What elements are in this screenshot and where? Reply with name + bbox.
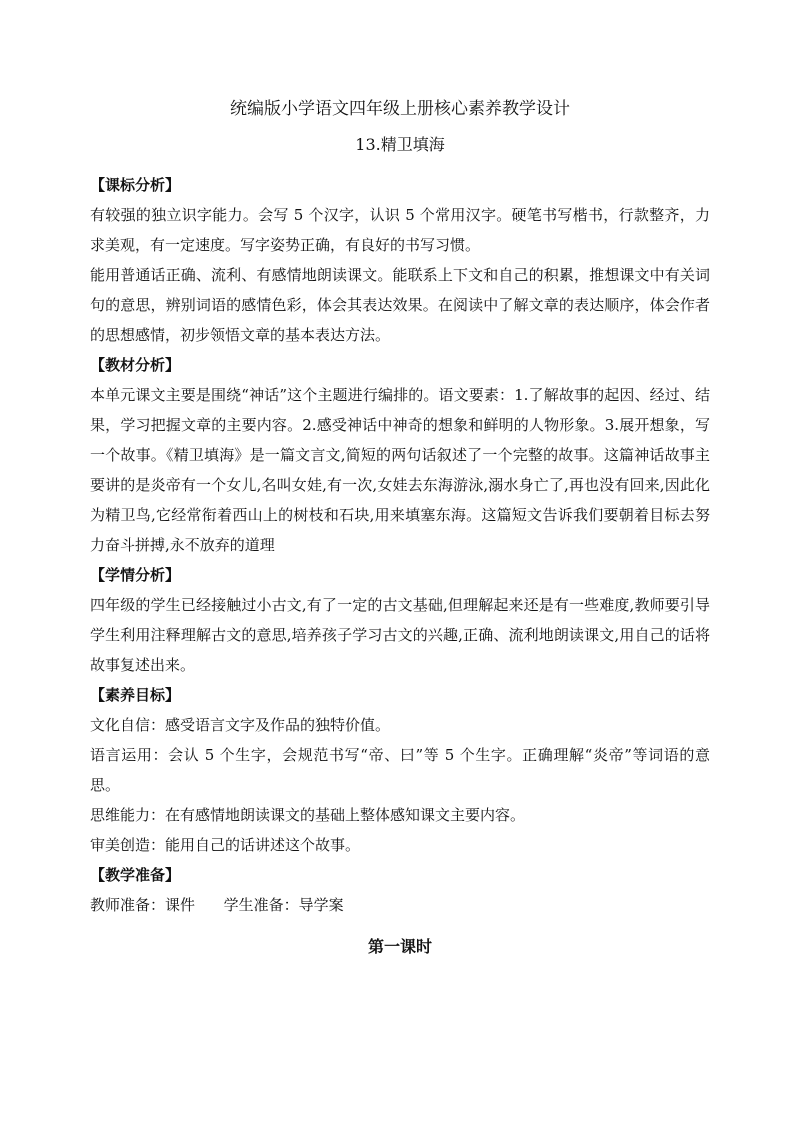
section-paragraph: 教师准备：课件 学生准备：导学案	[90, 896, 344, 914]
document-title: 统编版小学语文四年级上册核心素养教学设计	[230, 99, 570, 119]
section-paragraph: 四年级的学生已经接触过小古文,有了一定的古文基础,但理解起来还是有一些难度,教师要引导学生利用注释理解古文的意思,培养孩子学习古文的兴趣,正确、流利地朗读课文,用自己的话将故事复述出来。	[90, 596, 710, 674]
section-heading: 【教学准备】	[90, 866, 181, 884]
section-curriculum-analysis	[90, 170, 710, 350]
section-heading: 【课标分析】	[90, 176, 181, 194]
section-heading: 【学情分析】	[90, 566, 181, 584]
section-paragraph: 语言运用：会认 5 个生字，会规范书写“帝、曰”等 5 个生字。正确理解“炎帝”等词语的意思。	[90, 746, 710, 794]
section-heading: 【教材分析】	[90, 356, 181, 374]
document-page	[90, 98, 710, 962]
section-teaching-preparation	[90, 860, 710, 920]
section-paragraph: 有较强的独立识字能力。会写 5 个汉字，认识 5 个常用汉字。硬笔书写楷书，行款整齐，力求美观，有一定速度。写字姿势正确，有良好的书写习惯。	[90, 206, 710, 254]
section-paragraph: 能用普通话正确、流利、有感情地朗读课文。能联系上下文和自己的积累，推想课文中有关词句的意思，辨别词语的感情色彩，体会其表达效果。在阅读中了解文章的表达顺序，体会作者的思想感情，初步领悟文章的基本表达方法。	[90, 266, 710, 344]
section-textbook-analysis	[90, 350, 710, 560]
section-learner-analysis	[90, 560, 710, 680]
section-paragraph: 文化自信：感受语言文字及作品的独特价值。	[90, 716, 391, 734]
section-paragraph: 本单元课文主要是围绕“神话”这个主题进行编排的。语文要素：1.了解故事的起因、经过、结果，学习把握文章的主要内容。2.感受神话中神奇的想象和鲜明的人物形象。3.展开想象，写一个故事。《精卫填海》是一篇文言文,简短的两句话叙述了一个完整的故事。这篇神话故事主要讲的是炎帝有一个女儿,名叫女娃,有一次,女娃去东海游泳,溺水身亡了,再也没有回来,因此化为精卫鸟,它经常衔着西山上的树枝和石块,用来填塞东海。这篇短文告诉我们要朝着目标去努力奋斗拼搏,永不放弃的道理	[90, 386, 710, 554]
lesson-title: 13.精卫填海	[355, 135, 445, 154]
section-literacy-goals	[90, 680, 710, 860]
section-heading: 【素养目标】	[90, 686, 181, 704]
section-paragraph: 思维能力：在有感情地朗读课文的基础上整体感知课文主要内容。	[90, 806, 526, 824]
lesson-period-heading: 第一课时	[367, 937, 432, 956]
section-paragraph: 审美创造：能用自己的话讲述这个故事。	[90, 836, 361, 854]
